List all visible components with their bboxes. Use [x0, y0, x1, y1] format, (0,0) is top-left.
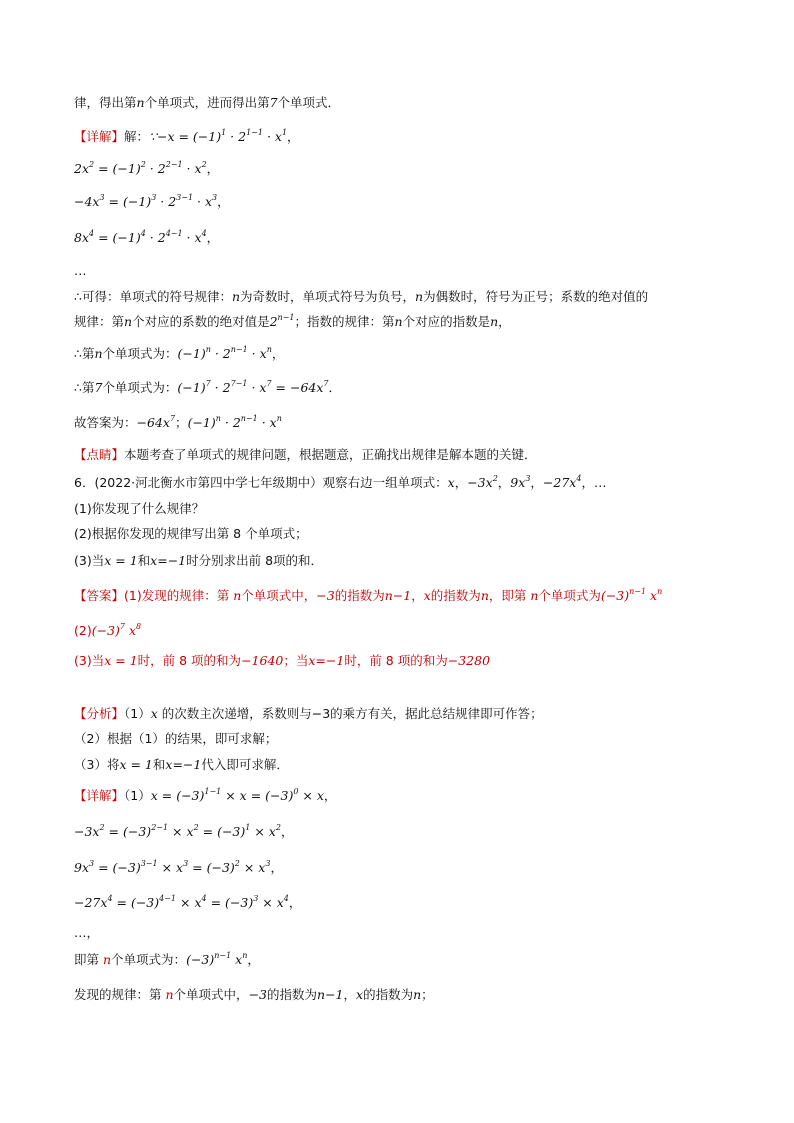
math-expression: n	[530, 588, 539, 603]
text-line	[74, 823, 293, 841]
text-line	[74, 525, 308, 543]
text-segment: 时分别求出前 8项的和．	[186, 553, 324, 568]
math-expression: −3	[316, 588, 335, 603]
text-segment: ，	[280, 824, 294, 839]
text-line	[74, 160, 219, 178]
text-segment: 代入即可求解．	[201, 757, 289, 772]
text-segment: 故答案为：	[74, 415, 137, 430]
text-segment: ，	[323, 788, 337, 803]
math-expression: $-4x^3 = (-1)^3 \cdot 2^{3-1} \cdot x^3$	[74, 193, 218, 209]
section-label: (3)当	[74, 653, 105, 668]
text-segment: (3)当	[74, 553, 105, 568]
math-expression: $2^{n-1}$	[269, 313, 295, 329]
text-segment: ．	[328, 380, 342, 395]
text-segment: ，	[271, 346, 285, 361]
section-label: 时，前 8 项的和为	[344, 653, 448, 668]
math-expression: n	[394, 314, 403, 329]
text-line	[74, 379, 341, 397]
text-segment: ；指数的规律：第	[294, 314, 395, 329]
section-label: ，	[411, 588, 424, 603]
math-expression: −1640	[241, 653, 284, 668]
section-label: 个单项式为	[538, 588, 601, 603]
text-segment: ，	[454, 475, 468, 490]
section-label: (1)发现的规律：第	[124, 588, 234, 603]
text-segment: ，	[247, 952, 260, 967]
math-expression: $9x^3$	[510, 474, 531, 490]
math-expression: n	[124, 314, 133, 329]
text-segment: 发现的规律：第	[74, 987, 166, 1002]
text-segment: 为偶数时，符号为正号；系数的绝对值的	[423, 289, 649, 304]
text-line	[74, 229, 219, 247]
math-expression: x=−1	[308, 653, 345, 668]
text-segment: ，	[206, 230, 220, 245]
text-segment: 为奇数时，单项式符号为负号，	[240, 289, 416, 304]
math-expression: n	[231, 289, 241, 304]
text-line	[74, 552, 323, 570]
text-segment: ，	[206, 161, 220, 176]
text-segment: (2)根据你发现的规律写出第 8 个单项式；	[74, 526, 308, 541]
math-expression: $8x^4 = (-1)^4 \cdot 2^{4-1} \cdot x^4$	[74, 229, 207, 245]
section-label: 【分析】	[74, 706, 125, 721]
text-segment: (1)你发现了什么规律？	[74, 501, 205, 516]
math-expression: $(-3)^7$ $x^8$	[91, 622, 142, 638]
text-segment: 个单项式为：	[102, 380, 178, 395]
math-expression: $(-1)^n \cdot 2^{n-1} \cdot x^n$	[187, 414, 282, 430]
text-segment: 的指数为	[363, 987, 414, 1002]
text-segment: 个单项式中，	[173, 987, 249, 1002]
section-label: ，即第	[488, 588, 531, 603]
math-expression: $(-1)^7 \cdot 2^{7-1} \cdot x^7 = -64x^7$	[177, 379, 329, 395]
math-expression: x = 1	[104, 653, 138, 668]
math-expression: n−1	[384, 588, 412, 603]
section-label: 个单项式中，	[241, 588, 317, 603]
text-segment: （2）根据（1）的结果，即可求解；	[74, 731, 278, 746]
text-segment: 的指数为	[267, 987, 318, 1002]
text-line	[74, 986, 434, 1004]
math-expression: n	[102, 952, 112, 967]
text-segment: 律，得出第	[74, 95, 137, 110]
math-expression: n−1	[317, 987, 344, 1002]
text-line	[74, 756, 289, 774]
text-segment: ；	[421, 987, 434, 1002]
text-line	[74, 474, 606, 492]
text-line	[74, 730, 277, 748]
section-label: 的指数为	[334, 588, 385, 603]
text-line	[74, 193, 230, 211]
math-expression: $(-3)^{n-1}$ $x^n$	[186, 951, 248, 967]
text-segment: 的次数主次递增，系数则与−3的乘方有关，据此总结规律即可作答；	[157, 706, 543, 721]
text-line	[74, 951, 260, 969]
text-line	[74, 128, 300, 146]
math-expression: $9x^3 = (-3)^{3-1} \times x^3 = (-3)^2 \times x^3$	[74, 859, 271, 875]
text-segment: ，	[287, 129, 300, 144]
text-line	[74, 500, 204, 518]
text-segment: ∴可得：单项式的符号规律：	[74, 289, 232, 304]
math-expression: $x = (-3)^{1-1} \times x = (-3)^0 \times x$	[150, 787, 324, 803]
text-segment: （3）将	[74, 757, 120, 772]
math-expression: x	[447, 475, 455, 490]
math-expression: x = 1	[119, 757, 153, 772]
math-expression: −3	[248, 987, 267, 1002]
math-expression: $-27x^4$	[542, 474, 582, 490]
text-segment: （1）	[124, 706, 151, 721]
math-expression: $(-1)^n \cdot 2^{n-1} \cdot x^n$	[177, 345, 272, 361]
text-segment: 解：	[124, 129, 150, 144]
text-line	[74, 787, 336, 805]
text-segment: 和	[137, 553, 151, 568]
math-expression: ∵−x = $(-1)^1 \cdot 2^{1-1} \cdot x^1$	[149, 128, 288, 144]
text-line	[74, 705, 543, 723]
section-label: 时，前 8 项的和为	[137, 653, 242, 668]
section-label: ；当	[283, 653, 309, 668]
math-expression: n	[233, 588, 242, 603]
math-expression: x = 1	[104, 553, 138, 568]
text-line	[74, 262, 87, 280]
math-expression: $-3x^2 = (-3)^{2-1} \times x^2 = (-3)^1 \times x^2$	[74, 823, 281, 839]
text-segment: ，	[343, 987, 357, 1002]
text-segment: ，	[498, 314, 511, 329]
text-line	[74, 313, 511, 331]
text-segment: ，	[530, 475, 543, 490]
section-label: 【答案】	[74, 588, 125, 603]
section-label: 【详解】	[74, 788, 125, 803]
text-line	[74, 414, 282, 432]
text-line	[74, 622, 141, 640]
text-segment: 个单项式为：	[102, 346, 178, 361]
math-expression: n	[490, 314, 499, 329]
math-expression: $-27x^4 = (-3)^{4-1} \times x^4 = (-3)^3 \times x^4$	[74, 894, 289, 910]
math-expression: $-3x^2$	[467, 474, 498, 490]
text-segment: ∴第	[74, 380, 95, 395]
text-line	[74, 859, 283, 877]
text-segment: 本题考查了单项式的规律问题，根据题意，正确找出规律是解本题的关键．	[124, 447, 537, 462]
text-segment: （1）	[124, 788, 151, 803]
text-segment: 规律：第	[74, 314, 125, 329]
math-expression: $-64x^7$	[136, 414, 176, 430]
text-segment: 个单项式．	[277, 95, 341, 110]
text-line	[74, 587, 662, 605]
text-line	[74, 288, 648, 306]
text-segment: 个单项式，进而得出第	[144, 95, 270, 110]
text-segment: 6．(2022·河北衡水市第四中学七年级期中）观察右边一组单项式：	[74, 475, 448, 490]
math-expression: x=−1	[165, 757, 202, 772]
math-expression: x	[356, 987, 364, 1002]
text-segment: ，	[497, 475, 511, 490]
math-expression: n	[413, 987, 422, 1002]
text-segment: 和	[152, 757, 166, 772]
math-expression: $2x^2 = (-1)^2 \cdot 2^{2-1} \cdot x^2$	[74, 160, 207, 176]
text-segment: ，	[288, 895, 302, 910]
text-line	[74, 446, 537, 464]
text-segment: …	[74, 263, 87, 278]
math-expression: −3280	[447, 653, 491, 668]
math-expression: $(-3)^{n-1}$ $x^n$	[600, 587, 663, 603]
text-segment: …，	[74, 925, 100, 940]
math-expression: x=−1	[150, 553, 187, 568]
text-segment: ，	[217, 194, 230, 209]
text-segment: ，…	[581, 475, 607, 490]
math-expression: x	[150, 706, 158, 721]
math-expression: x	[423, 588, 431, 603]
math-expression: 7	[269, 95, 278, 110]
math-expression: n	[415, 289, 424, 304]
section-label: 【点睛】	[74, 447, 125, 462]
text-line	[74, 652, 490, 670]
math-expression: n	[136, 95, 145, 110]
text-segment: ，	[270, 860, 283, 875]
math-expression: n	[94, 346, 103, 361]
text-segment: 个对应的指数是	[402, 314, 491, 329]
text-line	[74, 345, 284, 363]
text-segment: ∴第	[74, 346, 95, 361]
text-line	[74, 94, 340, 112]
text-segment: 个对应的系数的绝对值是	[132, 314, 270, 329]
section-label: (2)	[74, 623, 92, 638]
math-expression: n	[165, 987, 174, 1002]
text-segment: 即第	[74, 952, 103, 967]
section-label: 【详解】	[74, 129, 125, 144]
text-line	[74, 924, 99, 942]
math-expression: 7	[94, 380, 103, 395]
text-segment: ；	[175, 415, 188, 430]
math-expression: n	[480, 588, 489, 603]
text-line	[74, 894, 301, 912]
section-label: 的指数为	[430, 588, 481, 603]
text-segment: 个单项式为：	[111, 952, 187, 967]
